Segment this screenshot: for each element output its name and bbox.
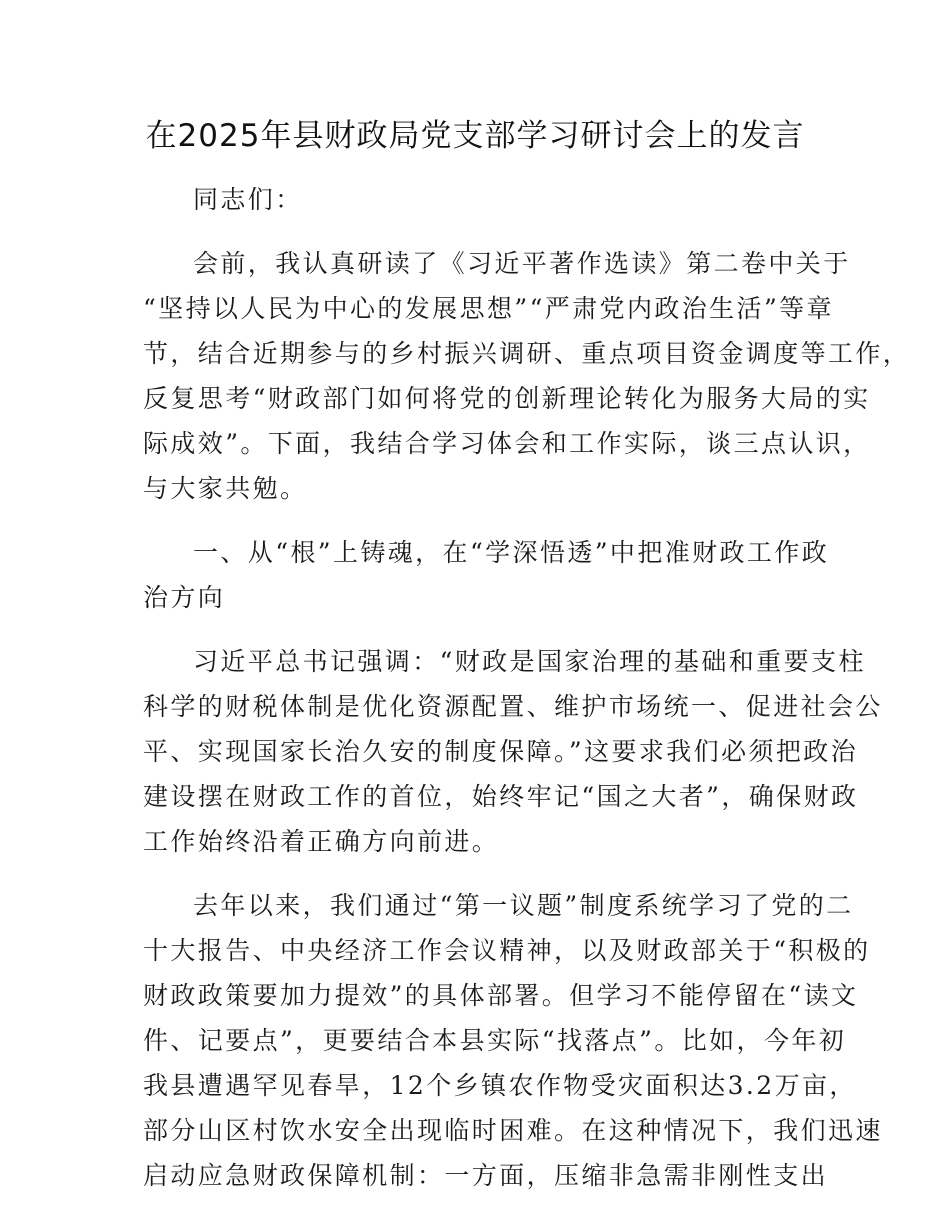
text-line: 财政政策要加力提效”的具体部署。但学习不能停留在“读文 xyxy=(143,981,859,1010)
paragraph-3 xyxy=(143,883,883,1198)
text-line: 反复思考“财政部门如何将党的创新理论转化为服务大局的实 xyxy=(143,384,871,413)
text-line: 治方向 xyxy=(143,583,226,612)
text-line: 建设摆在财政工作的首位，始终牢记“国之大者”，确保财政 xyxy=(143,782,859,811)
text-line: “坚持以人民为中心的发展思想”“严肃党内政治生活”等章 xyxy=(143,294,834,323)
text-line: 去年以来，我们通过“第一议题”制度系统学习了党的二 xyxy=(193,891,854,920)
text-line: 科学的财税体制是优化资源配置、维护市场统一、促进社会公 xyxy=(143,692,883,721)
text-line: 启动应急财政保障机制：一方面，压缩非急需非刚性支出 xyxy=(143,1161,829,1190)
text-line: 我县遭遇罕见春旱，12个乡镇农作物受灾面积达3.2万亩， xyxy=(143,1071,857,1100)
paragraph-1 xyxy=(143,241,911,511)
paragraph-2 xyxy=(143,639,883,864)
text-line: 节，结合近期参与的乡村振兴调研、重点项目资金调度等工作， xyxy=(143,339,911,368)
document-body xyxy=(143,177,911,1198)
salutation: 同志们： xyxy=(193,185,303,214)
section-heading-1 xyxy=(143,530,830,620)
text-line: 十大报告、中央经济工作会议精神，以及财政部关于“积极的 xyxy=(143,936,871,965)
text-line: 工作始终沿着正确方向前进。 xyxy=(143,827,500,856)
text-line: 与大家共勉。 xyxy=(143,474,308,503)
text-line: 平、实现国家长治久安的制度保障。”这要求我们必须把政治 xyxy=(143,737,859,766)
document-title: 在2025年县财政局党支部学习研讨会上的发言 xyxy=(145,118,805,154)
text-line: 一、从“根”上铸魂，在“学深悟透”中把准财政工作政 xyxy=(193,538,830,567)
text-line: 件、记要点”，更要结合本县实际“找落点”。比如，今年初 xyxy=(143,1026,847,1055)
text-line: 际成效”。下面，我结合学习体会和工作实际，谈三点认识， xyxy=(143,429,871,458)
text-line: 部分山区村饮水安全出现临时困难。在这种情况下，我们迅速 xyxy=(143,1116,883,1145)
text-line: 会前，我认真研读了《习近平著作选读》第二卷中关于 xyxy=(193,249,851,278)
text-line: 习近平总书记强调：“财政是国家治理的基础和重要支柱 xyxy=(193,647,866,676)
